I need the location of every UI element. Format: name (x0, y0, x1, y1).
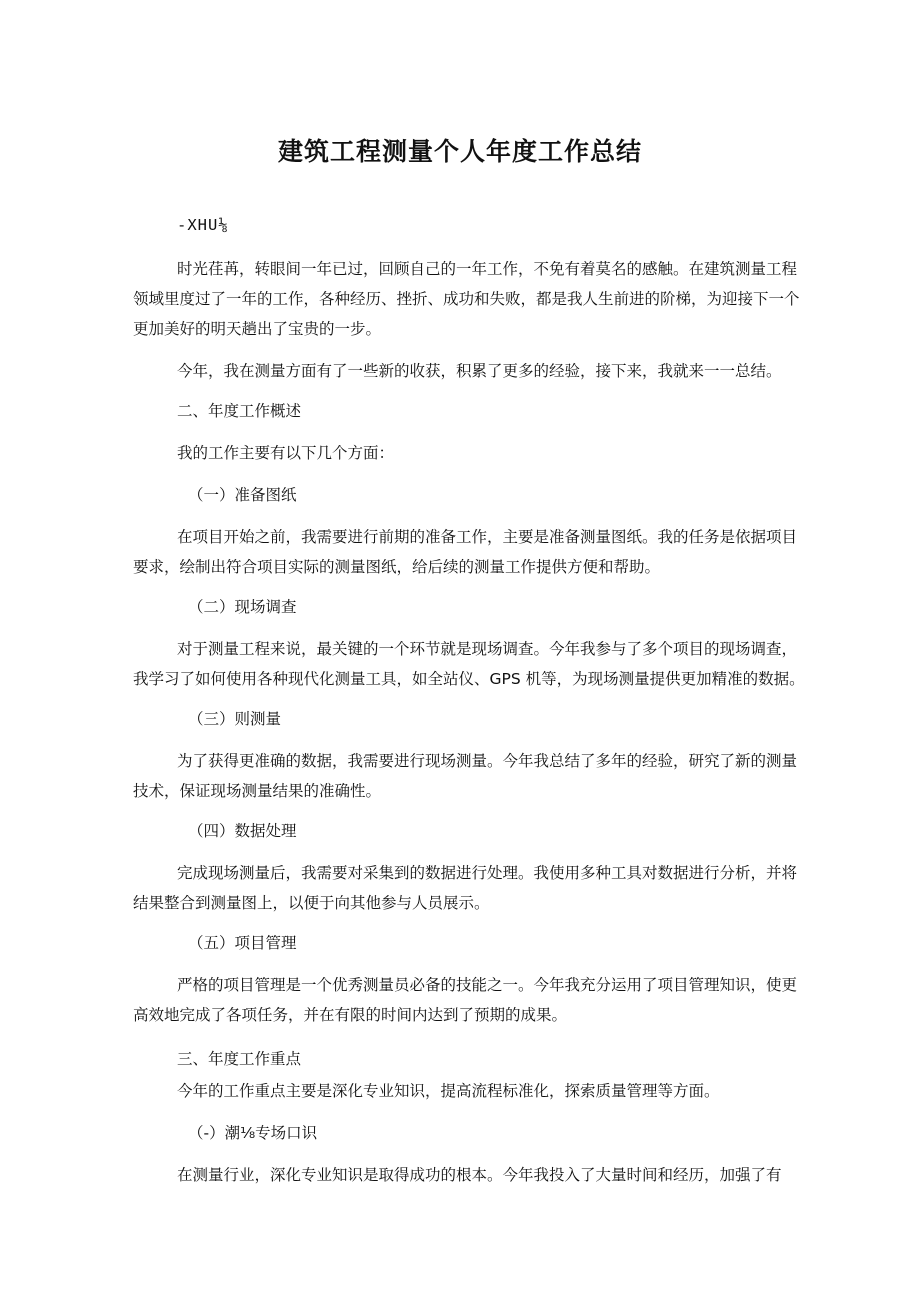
paragraph-2: 今年，我在测量方面有了一些新的收获，积累了更多的经验，接下来，我就来一一总结。 (177, 362, 782, 380)
paragraph-3: 我的工作主要有以下几个方面： (177, 444, 395, 462)
document-title: 建筑工程测量个人年度工作总结 (277, 137, 642, 166)
paragraph-7-line-2: 结果整合到测量图上，以便于向其他参与人员展示。 (133, 894, 490, 912)
paragraph-9: 今年的工作重点主要是深化专业知识，提高流程标准化，探索质量管理等方面。 (177, 1082, 720, 1100)
paragraph-4-line-2: 要求，绘制出符合项目实际的测量图纸，给后续的测量工作提供方便和帮助。 (133, 558, 661, 576)
subsection-heading-5: （五）项目管理 (188, 934, 297, 952)
paragraph-1-line-2: 领域里度过了一年的工作，各种经历、挫折、成功和失败，都是我人生前进的阶梯，为迎接下一个 (133, 290, 800, 308)
paragraph-4-line-1: 在项目开始之前，我需要进行前期的准备工作，主要是准备测量图纸。我的任务是依据项目 (177, 528, 798, 546)
paragraph-6-line-1: 为了获得更准确的数据，我需要进行现场测量。今年我总结了多年的经验，研究了新的测量 (177, 752, 798, 770)
section-heading-3: 三、年度工作重点 (177, 1050, 302, 1068)
paragraph-1-line-1: 时光荏苒，转眼间一年已过，回顾自己的一年工作，不免有着莫名的感触。在建筑测量工程 (177, 260, 798, 278)
subsection-heading-3: （三）则测量 (188, 710, 282, 728)
paragraph-1-line-3: 更加美好的明天趟出了宝贵的一步。 (133, 320, 382, 338)
subsection-heading-4: （四）数据处理 (188, 822, 297, 840)
garbled-heading: -XHU⅛ (177, 216, 229, 234)
paragraph-5-line-2: 我学习了如何使用各种现代化测量工具，如全站仪、GPS 机等，为现场测量提供更加精准的数据。 (133, 670, 805, 688)
paragraph-7-line-1: 完成现场测量后，我需要对采集到的数据进行处理。我使用多种工具对数据进行分析，并将 (177, 864, 798, 882)
paragraph-8-line-2: 高效地完成了各项任务，并在有限的时间内达到了预期的成果。 (133, 1006, 568, 1024)
paragraph-5-line-1: 对于测量工程来说，最关键的一个环节就是现场调查。今年我参与了多个项目的现场调查， (177, 640, 798, 658)
subsection-heading-2: （二）现场调查 (188, 598, 297, 616)
paragraph-10: 在测量行业，深化专业知识是取得成功的根本。今年我投入了大量时间和经历，加强了有 (177, 1166, 782, 1184)
section-heading-2: 二、年度工作概述 (177, 402, 302, 420)
paragraph-6-line-2: 技术，保证现场测量结果的准确性。 (133, 782, 382, 800)
subsection-heading-6: （-）潮⅛专场口识 (188, 1124, 318, 1142)
paragraph-8-line-1: 严格的项目管理是一个优秀测量员必备的技能之一。今年我充分运用了项目管理知识，使更 (177, 976, 798, 994)
subsection-heading-1: （一）准备图纸 (188, 486, 297, 504)
